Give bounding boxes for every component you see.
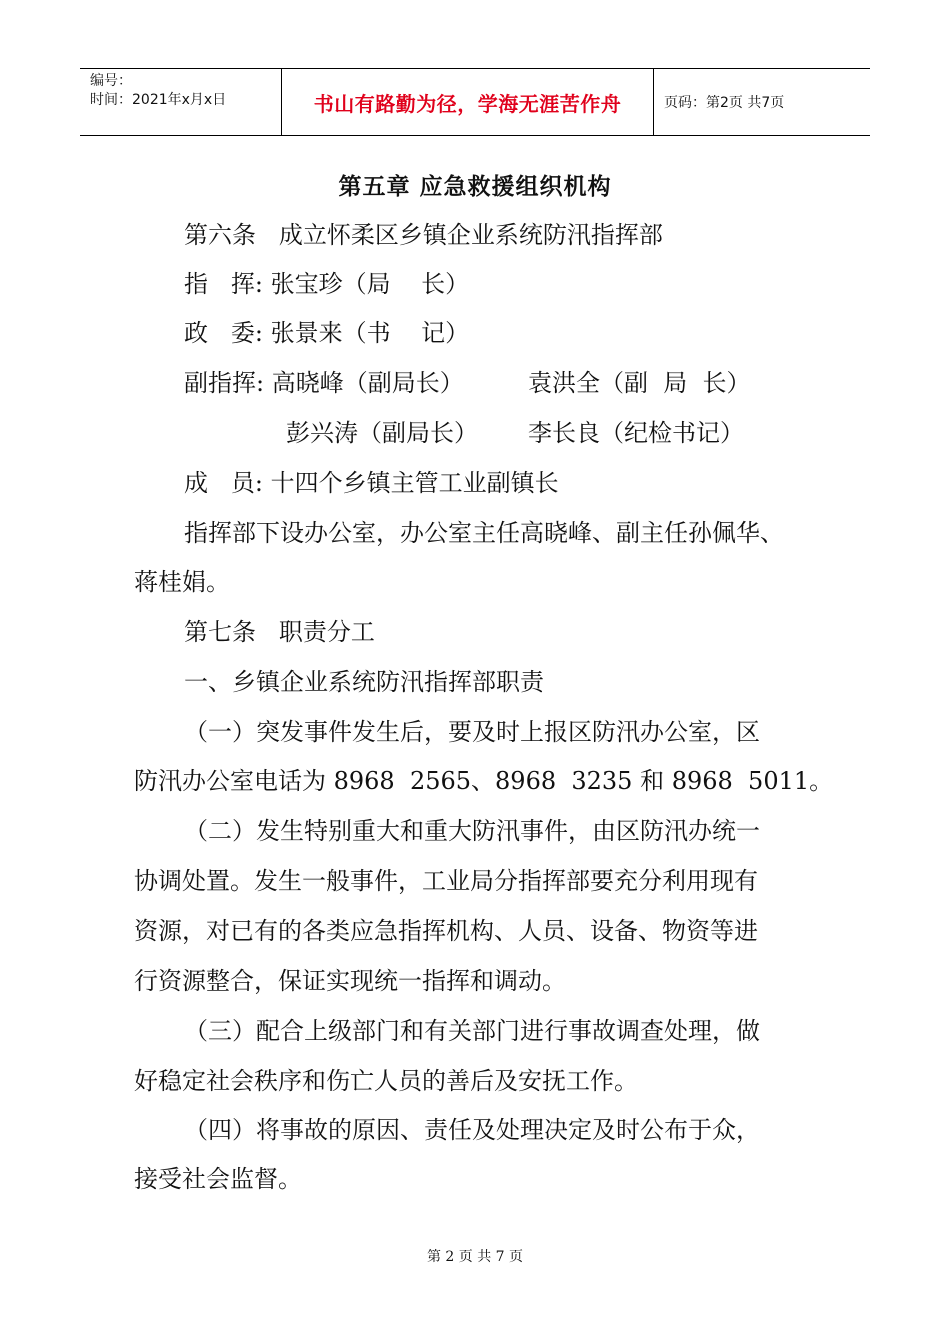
item-3-line-2: 好稳定社会秩序和伤亡人员的善后及安抚工作。: [134, 1067, 638, 1095]
item-4-line-2: 接受社会监督。: [134, 1165, 302, 1193]
members-line: 成 员: 十四个乡镇主管工业副镇长: [184, 469, 559, 497]
item-2-line-3: 资源，对已有的各类应急指挥机构、人员、设备、物资等进: [134, 917, 758, 945]
article-7-heading: 第七条 职责分工: [184, 618, 375, 646]
item-2-line-4: 行资源整合，保证实现统一指挥和调动。: [134, 967, 566, 995]
deputy-commander-4: 李长良（纪检书记）: [528, 419, 744, 447]
office-line-cont: 蒋桂娟。: [134, 568, 230, 596]
article-6-heading: 第六条 成立怀柔区乡镇企业系统防汛指挥部: [184, 221, 663, 249]
commander-line: 指 挥: 张宝珍（局 长）: [184, 270, 470, 298]
deputy-commander-line: 副指挥: 高晓峰（副局长）: [184, 369, 464, 397]
commissar-line: 政 委: 张景来（书 记）: [184, 319, 470, 347]
section-1-heading: 一、乡镇企业系统防汛指挥部职责: [184, 668, 544, 696]
deputy-commander-3: 彭兴涛（副局长）: [286, 419, 478, 447]
item-1-line-2: 防汛办公室电话为 8968 2565、8968 3235 和 8968 5011。: [134, 767, 834, 795]
header-table: [80, 68, 870, 136]
time-label: 时间：2021年x月x日: [90, 92, 227, 108]
item-3-line-1: （三）配合上级部门和有关部门进行事故调查处理，做: [184, 1017, 760, 1045]
page-footer: 第 2 页 共 7 页: [426, 1249, 524, 1265]
chapter-title: 第五章 应急救援组织机构: [338, 174, 612, 200]
item-2-line-2: 协调处置。发生一般事件，工业局分指挥部要充分利用现有: [134, 867, 758, 895]
number-label: 编号：: [90, 73, 132, 89]
motto: 书山有路勤为径，学海无涯苦作舟: [282, 69, 654, 135]
item-4-line-1: （四）将事故的原因、责任及处理决定及时公布于众，: [184, 1116, 760, 1144]
item-1-line-1: （一）突发事件发生后，要及时上报区防汛办公室，区: [184, 718, 760, 746]
page-info: 页码：第2页 共7页: [664, 95, 785, 111]
deputy-commander-2: 袁洪全（副 局 长）: [528, 369, 751, 397]
office-line: 指挥部下设办公室，办公室主任高晓峰、副主任孙佩华、: [184, 519, 784, 547]
header-meta: [80, 69, 282, 135]
item-2-line-1: （二）发生特别重大和重大防汛事件，由区防汛办统一: [184, 817, 760, 845]
